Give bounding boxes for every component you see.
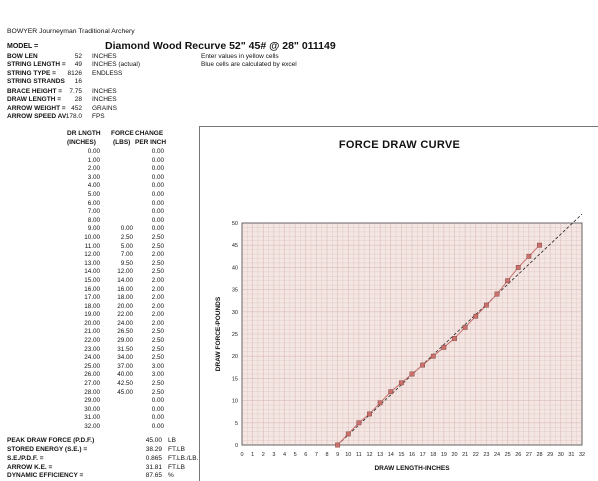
change-cell: 0.00 — [151, 156, 164, 164]
change-cell: 2.50 — [151, 337, 164, 345]
data-point — [335, 443, 339, 447]
draw-length-cell: 30.00 — [84, 405, 100, 413]
draw-length-cell: 24.00 — [84, 354, 100, 362]
draw-length-cell: 13.00 — [84, 259, 100, 267]
draw-length-cell: 6.00 — [87, 199, 100, 207]
x-tick-label: 18 — [430, 452, 437, 458]
spec-value: 16 — [74, 78, 82, 85]
force-subheader: (LBS) — [113, 139, 131, 146]
x-axis-label: DRAW LENGTH-INCHES — [374, 465, 450, 472]
y-tick-label: 50 — [231, 221, 238, 227]
x-tick-label: 23 — [483, 452, 490, 458]
spec-unit: GRAINS — [92, 105, 117, 112]
draw-length-cell: 23.00 — [84, 345, 100, 353]
spec-label: ARROW WEIGHT = — [7, 105, 66, 112]
change-cell: 0.00 — [151, 208, 164, 216]
change-cell: 0.00 — [151, 225, 164, 233]
force-cell — [103, 165, 133, 174]
draw-length-cell: 1.00 — [87, 156, 100, 164]
force-cell — [103, 406, 133, 415]
company-header: BOWYER Journeyman Traditional Archery — [7, 28, 135, 35]
draw-length-cell: 28.00 — [84, 388, 100, 396]
x-tick-label: 7 — [314, 452, 318, 458]
change-header: CHANGE — [135, 130, 164, 137]
data-point — [378, 401, 382, 405]
spec-unit: INCHES — [92, 53, 117, 60]
change-cell: 0.00 — [151, 182, 164, 190]
change-cell: 0.00 — [151, 397, 164, 405]
draw-length-column — [70, 148, 100, 432]
result-label: PEAK DRAW FORCE (P.D.F.) — [7, 437, 95, 444]
change-cell: 2.50 — [151, 259, 164, 267]
x-tick-label: 28 — [536, 452, 543, 458]
y-tick-label: 5 — [234, 420, 238, 427]
force-column — [103, 148, 133, 432]
x-tick-label: 27 — [525, 452, 532, 458]
draw-length-cell: 10.00 — [84, 233, 100, 241]
draw-header: DR LNGTH — [67, 130, 101, 137]
x-tick-label: 12 — [366, 452, 373, 458]
force-cell: 37.00 — [117, 362, 133, 370]
data-point — [420, 363, 424, 367]
x-tick-label: 8 — [325, 452, 329, 458]
change-cell: 2.50 — [151, 328, 164, 336]
force-cell: 34.00 — [117, 354, 133, 362]
spec-unit: INCHES (actual) — [92, 61, 141, 68]
x-tick-label: 14 — [387, 452, 394, 458]
result-label: S.E./P.D.F. = — [7, 455, 44, 462]
change-column — [134, 148, 164, 432]
force-cell — [103, 414, 133, 423]
force-cell — [103, 200, 133, 209]
change-cell: 2.50 — [151, 233, 164, 241]
change-cell: 0.00 — [151, 173, 164, 181]
result-label: DYNAMIC EFFICIENCY = — [7, 472, 84, 479]
change-cell: 2.00 — [151, 319, 164, 327]
force-header: FORCE — [111, 130, 134, 137]
draw-subheader: (INCHES) — [67, 139, 96, 146]
draw-length-cell: 32.00 — [84, 423, 100, 430]
spec-value: 7.75 — [69, 88, 82, 95]
force-cell — [103, 174, 133, 183]
change-cell: 0.00 — [151, 199, 164, 207]
spec-label: BRACE HEIGHT = — [7, 88, 63, 95]
force-cell: 5.00 — [120, 242, 133, 250]
force-cell — [103, 208, 133, 217]
data-point — [389, 390, 393, 394]
result-unit: LB — [168, 437, 176, 444]
data-point — [442, 345, 446, 349]
y-tick-label: 0 — [234, 443, 238, 449]
x-tick-label: 31 — [568, 452, 575, 458]
data-point — [367, 412, 371, 416]
spec-label: STRING STRANDS — [7, 78, 65, 85]
data-point — [505, 279, 509, 283]
force-cell: 42.50 — [117, 380, 133, 388]
draw-length-cell: 12.00 — [84, 251, 100, 259]
y-tick-label: 15 — [231, 376, 238, 383]
result-value: 38.29 — [145, 446, 162, 453]
x-tick-label: 15 — [398, 452, 405, 458]
x-tick-label: 6 — [304, 452, 308, 458]
force-cell: 16.00 — [117, 285, 133, 293]
y-tick-label: 40 — [231, 265, 238, 272]
draw-length-cell: 21.00 — [84, 328, 100, 336]
spec-unit: INCHES — [92, 88, 117, 95]
data-point — [357, 421, 361, 425]
spec-unit: FPS — [92, 113, 105, 120]
x-tick-label: 3 — [272, 452, 276, 458]
draw-length-cell: 3.00 — [87, 173, 100, 181]
draw-length-cell: 5.00 — [87, 190, 100, 198]
x-tick-label: 2 — [261, 452, 265, 458]
result-unit: % — [168, 472, 174, 479]
force-cell: 20.00 — [117, 302, 133, 310]
change-cell: 2.00 — [151, 302, 164, 310]
force-cell: 26.50 — [117, 328, 133, 336]
x-tick-label: 32 — [578, 452, 586, 458]
force-cell: 40.00 — [117, 371, 133, 379]
force-cell: 45.00 — [117, 388, 133, 396]
y-tick-label: 30 — [231, 309, 238, 316]
x-tick-label: 19 — [440, 452, 447, 458]
draw-length-cell: 20.00 — [84, 319, 100, 327]
force-cell — [103, 182, 133, 191]
result-value: 45.00 — [145, 437, 162, 444]
spec-unit: ENDLESS — [92, 70, 123, 77]
spec-unit: INCHES — [92, 96, 117, 103]
draw-length-cell: 17.00 — [84, 294, 100, 302]
model-label: MODEL = — [7, 43, 39, 50]
spec-value: 8126 — [67, 70, 82, 77]
data-point — [452, 336, 456, 340]
change-cell: 0.00 — [151, 190, 164, 198]
change-cell: 3.00 — [151, 362, 164, 370]
data-point — [537, 243, 541, 247]
change-cell: 2.00 — [151, 311, 164, 319]
x-tick-label: 17 — [419, 452, 426, 458]
data-point — [410, 372, 414, 376]
note-yellow: Enter values in yellow cells — [201, 53, 279, 60]
draw-length-cell: 0.00 — [87, 148, 100, 155]
change-subheader: PER INCH — [135, 139, 167, 146]
x-tick-label: 9 — [336, 452, 340, 458]
data-point — [527, 254, 531, 258]
force-cell: 12.00 — [117, 268, 133, 276]
change-cell: 3.00 — [151, 371, 164, 379]
force-draw-chart — [200, 127, 598, 481]
data-point — [346, 432, 350, 436]
x-tick-label: 10 — [345, 452, 352, 458]
draw-length-cell: 18.00 — [84, 302, 100, 310]
change-cell: 2.50 — [151, 268, 164, 276]
x-tick-label: 1 — [251, 452, 255, 458]
force-cell: 0.00 — [120, 225, 133, 233]
result-unit: FT.LB — [168, 464, 185, 471]
draw-length-cell: 27.00 — [84, 380, 100, 388]
result-unit: FT.LB — [168, 446, 185, 453]
result-label: STORED ENERGY (S.E.) = — [7, 446, 88, 453]
draw-length-cell: 8.00 — [87, 216, 100, 224]
change-cell: 2.00 — [151, 294, 164, 302]
change-cell: 0.00 — [151, 216, 164, 224]
data-point — [463, 325, 467, 329]
x-tick-label: 24 — [493, 452, 501, 458]
change-cell: 0.00 — [151, 423, 164, 430]
force-cell — [103, 397, 133, 406]
change-cell: 2.50 — [151, 388, 164, 396]
x-tick-label: 5 — [293, 452, 297, 458]
draw-length-cell: 11.00 — [84, 242, 100, 250]
data-point — [484, 303, 488, 307]
draw-length-cell: 16.00 — [84, 285, 100, 293]
draw-length-cell: 7.00 — [87, 208, 100, 216]
spec-label: ARROW SPEED AV — [7, 113, 67, 120]
x-tick-label: 22 — [472, 452, 479, 458]
result-unit: FT.LB./LB. — [168, 455, 199, 462]
force-cell: 9.50 — [120, 259, 133, 267]
change-cell: 0.00 — [151, 165, 164, 173]
x-tick-label: 13 — [377, 452, 384, 458]
data-point — [431, 354, 435, 358]
draw-length-cell: 26.00 — [84, 371, 100, 379]
result-value: 87.65 — [145, 472, 162, 479]
result-label: ARROW K.E. = — [7, 464, 53, 471]
change-cell: 2.00 — [151, 276, 164, 284]
spec-label: BOW LEN — [7, 53, 38, 60]
force-cell — [103, 191, 133, 200]
note-blue: Blue cells are calculated by excel — [201, 61, 297, 68]
chart-title: FORCE DRAW CURVE — [338, 139, 461, 151]
force-cell: 7.00 — [120, 251, 133, 259]
draw-length-cell: 4.00 — [87, 182, 100, 190]
change-cell: 0.00 — [151, 148, 164, 155]
change-cell: 2.50 — [151, 345, 164, 353]
y-tick-label: 20 — [231, 354, 238, 361]
change-cell: 2.00 — [151, 251, 164, 259]
x-tick-label: 30 — [557, 452, 564, 458]
change-cell: 0.00 — [151, 405, 164, 413]
force-cell: 29.00 — [117, 337, 133, 345]
spec-value: 49 — [74, 61, 82, 68]
force-cell: 31.50 — [117, 345, 133, 353]
spec-label: STRING LENGTH = — [7, 61, 66, 68]
draw-length-cell: 19.00 — [84, 311, 100, 319]
force-cell: 22.00 — [117, 311, 133, 319]
model-value: Diamond Wood Recurve 52" 45# @ 28" 011149 — [105, 40, 336, 52]
force-cell — [103, 148, 133, 157]
change-cell: 2.00 — [151, 285, 164, 293]
spec-value: 52 — [74, 53, 82, 60]
draw-length-cell: 31.00 — [84, 414, 100, 422]
change-cell: 2.50 — [151, 354, 164, 362]
y-tick-label: 45 — [231, 243, 238, 250]
spec-value: 28 — [74, 96, 82, 103]
force-cell: 14.00 — [117, 276, 133, 284]
x-tick-label: 21 — [462, 452, 469, 458]
change-cell: 2.50 — [151, 380, 164, 388]
result-value: 31.81 — [145, 464, 162, 471]
x-tick-label: 16 — [408, 452, 416, 458]
x-tick-label: 25 — [504, 452, 511, 458]
y-axis-label: DRAW FORCE-POUNDS — [215, 296, 222, 372]
draw-length-cell: 2.00 — [87, 165, 100, 173]
spec-value: 178.0 — [65, 113, 82, 120]
force-cell: 18.00 — [117, 294, 133, 302]
y-tick-label: 35 — [231, 287, 238, 294]
chart-panel — [199, 126, 598, 481]
draw-length-cell: 22.00 — [84, 337, 100, 345]
x-tick-label: 20 — [451, 452, 458, 458]
spec-label: DRAW LENGTH = — [7, 96, 61, 103]
force-cell: 2.50 — [120, 233, 133, 241]
force-cell — [103, 157, 133, 166]
draw-length-cell: 25.00 — [84, 362, 100, 370]
x-tick-label: 11 — [356, 452, 362, 458]
x-tick-label: 4 — [282, 452, 287, 458]
draw-length-cell: 9.00 — [87, 225, 100, 233]
spec-value: 452 — [71, 105, 82, 112]
data-point — [474, 314, 478, 318]
change-cell: 0.00 — [151, 414, 164, 422]
draw-length-cell: 14.00 — [84, 268, 100, 276]
force-cell — [103, 217, 133, 226]
spec-label: STRING TYPE = — [7, 70, 56, 77]
x-tick-label: 29 — [547, 452, 554, 458]
change-cell: 2.50 — [151, 242, 164, 250]
y-tick-label: 10 — [231, 398, 238, 405]
force-cell — [103, 423, 133, 432]
result-value: 0.865 — [145, 455, 162, 462]
data-point — [495, 292, 499, 296]
x-tick-label: 26 — [515, 452, 522, 458]
x-tick-label: 0 — [240, 452, 244, 458]
y-tick-label: 25 — [231, 332, 238, 338]
draw-length-cell: 29.00 — [84, 397, 100, 405]
force-cell: 24.00 — [117, 319, 133, 327]
data-point — [399, 381, 403, 385]
data-point — [516, 265, 520, 269]
draw-length-cell: 15.00 — [84, 276, 100, 284]
